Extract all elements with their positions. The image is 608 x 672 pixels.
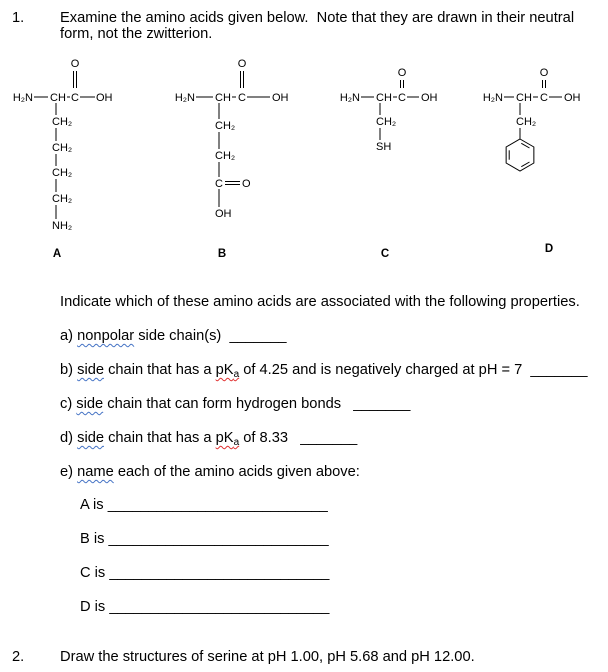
pk-subscript: a: [233, 369, 240, 380]
answer-blank: ___________________________: [109, 599, 330, 615]
item-text: each of the amino acids given above:: [113, 464, 360, 480]
item-text: of 4.25 and is negatively charged at pH = 7: [239, 362, 531, 378]
answer-blank: ___________________________: [108, 531, 329, 547]
amine-group: H₂N: [482, 92, 503, 104]
property-b: [60, 362, 587, 379]
side-chain-group: CH₂: [215, 150, 236, 162]
property-d: [60, 430, 357, 447]
side-chain-group: CH₂: [52, 193, 73, 205]
item-marker: b): [60, 362, 78, 378]
carbonyl-oxygen: O: [237, 58, 247, 70]
side-chain-group: CH₂: [52, 116, 73, 128]
answer-prefix: C is: [80, 565, 110, 581]
answer-line-d: [80, 599, 329, 616]
flagged-term: side: [77, 430, 104, 446]
side-chain-hydroxyl: OH: [215, 208, 232, 220]
hydroxyl-group: OH: [421, 92, 438, 104]
item-marker: d): [60, 430, 78, 446]
item-text: side chain(s): [134, 328, 230, 344]
benzene-ring: [506, 139, 534, 171]
item-marker: e): [60, 464, 78, 480]
flagged-term: nonpolar: [77, 328, 135, 344]
property-a: [60, 328, 287, 345]
alpha-carbon: CH: [376, 92, 392, 104]
answer-blank: _______: [229, 328, 287, 344]
alpha-carbon: CH: [50, 92, 66, 104]
answer-line-b: [80, 531, 329, 548]
answer-blank: _______: [353, 396, 411, 412]
carbonyl-oxygen: O: [539, 67, 549, 79]
question-1-intro-line-2: form, not the zwitterion.: [60, 26, 213, 42]
side-chain-group: CH₂: [376, 116, 397, 128]
answer-prefix: A is: [80, 497, 108, 513]
answer-blank: _______: [300, 430, 358, 446]
hydroxyl-group: OH: [96, 92, 113, 104]
amino-acid-c: [340, 67, 438, 260]
amino-acid-d: [483, 67, 581, 255]
hydroxyl-group: OH: [272, 92, 289, 104]
answer-line-a: [80, 497, 328, 514]
question-1-intro-line-1: Examine the amino acids given below. Note that they are drawn in their neutral: [60, 10, 575, 26]
carbonyl-oxygen: O: [397, 67, 407, 79]
amine-group: H₂N: [174, 92, 195, 104]
amino-acid-a: [13, 58, 113, 260]
property-e: [60, 464, 360, 481]
amine-group: H₂N: [339, 92, 360, 104]
side-chain-group: CH₂: [215, 120, 236, 132]
property-c: [60, 396, 410, 413]
carboxyl-carbon: C: [398, 92, 406, 104]
pka-term: [216, 362, 240, 378]
side-chain-thiol: SH: [376, 141, 392, 153]
pka-term: [216, 430, 240, 446]
item-marker: c): [60, 396, 77, 412]
alpha-carbon: CH: [215, 92, 231, 104]
pk-text: pK: [215, 362, 234, 378]
item-text: chain that has a: [104, 362, 216, 378]
answer-line-c: [80, 565, 329, 582]
answer-prefix: B is: [80, 531, 109, 547]
hydroxyl-group: OH: [564, 92, 581, 104]
pk-text: pK: [215, 430, 234, 446]
structure-label: B: [217, 248, 227, 260]
side-chain-group: CH₂: [52, 142, 73, 154]
flagged-term: name: [77, 464, 114, 480]
flagged-term: side: [76, 396, 104, 412]
answer-blank: ___________________________: [107, 497, 328, 513]
amine-group: H₂N: [12, 92, 33, 104]
carboxyl-carbon: C: [540, 92, 548, 104]
flagged-term: side: [77, 362, 104, 378]
amino-acid-b: [175, 58, 289, 260]
answer-prefix: D is: [80, 599, 110, 615]
item-text: chain that has a: [104, 430, 216, 446]
properties-prompt: Indicate which of these amino acids are associated with the following properties.: [60, 294, 580, 310]
question-2-text: Draw the structures of serine at pH 1.00, pH 5.68 and pH 12.00.: [60, 649, 475, 665]
side-chain-group: CH₂: [52, 167, 73, 179]
question-1-number: 1.: [12, 10, 25, 26]
side-chain-carbonyl-carbon: C: [215, 178, 223, 190]
item-marker: a): [60, 328, 78, 344]
alpha-carbon: CH: [516, 92, 532, 104]
side-chain-group: CH₂: [516, 116, 537, 128]
carbonyl-oxygen: O: [70, 58, 80, 70]
carboxyl-carbon: C: [71, 92, 79, 104]
side-chain-amine: NH₂: [52, 220, 73, 232]
item-text: of 8.33: [239, 430, 301, 446]
structure-label: C: [380, 248, 390, 260]
structure-label: A: [52, 248, 62, 260]
structure-label: D: [544, 243, 554, 255]
pk-subscript: a: [233, 437, 240, 448]
carboxyl-carbon: C: [238, 92, 246, 104]
item-text: chain that can form hydrogen bonds: [103, 396, 354, 412]
answer-blank: _______: [530, 362, 588, 378]
question-2-number: 2.: [12, 649, 25, 665]
answer-blank: ___________________________: [109, 565, 330, 581]
side-chain-carbonyl-oxygen: O: [242, 178, 251, 190]
